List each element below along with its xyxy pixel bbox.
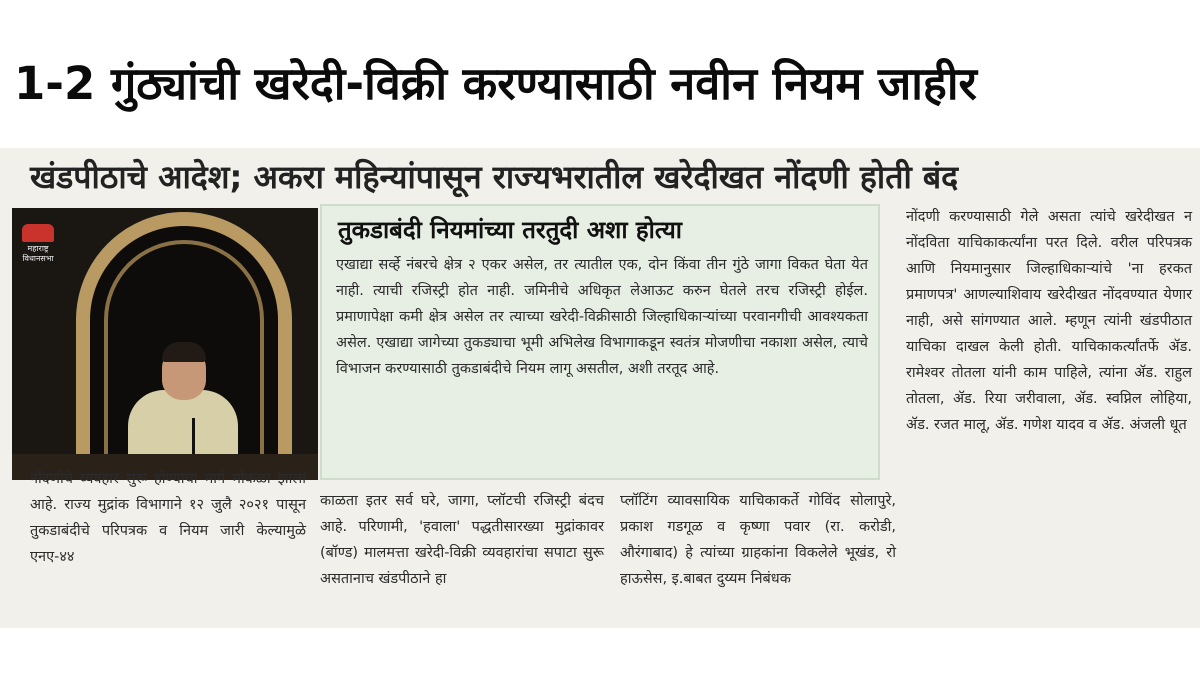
assembly-photo	[12, 208, 318, 480]
assembly-logo-icon	[22, 224, 54, 242]
column-left: नोंदणीचे व्यवहार सुरू होण्याचा मार्ग मोकळा झाला आहे. राज्य मुद्रांक विभागाने १२ जुलै २०२१ पासून तुकडाबंदीचे परिपत्रक व नियम जारी केल्यामुळे एनए-४४	[30, 471, 306, 565]
clipping-subhead: खंडपीठाचे आदेश; अकरा महिन्यांपासून राज्यभरातील खरेदीखत नोंदणी होती बंद	[30, 158, 959, 196]
assembly-logo	[16, 224, 60, 268]
speaker-hair	[162, 342, 206, 362]
column-right: नोंदणी करण्यासाठी गेले असता त्यांचे खरेदीखत न नोंदविता याचिकाकर्त्यांना परत दिले. वरील परिपत्रक आणि नियमानुसार जिल्हाधिकाऱ्यांचे 'ना हरकत प्रमाणपत्र' आणल्याशिवाय खरेदीखत नोंदवण्यात येणार नाही, असे सांगण्यात आले. म्हणून त्यांनी खंडपीठात याचिका दाखल केली होती. याचिकाकर्त्यांतर्फे ॲड. रामेश्वर तोतला यांनी काम पाहिले, त्यांना ॲड. राहुल तोतला, ॲड. रिया जरीवाला, ॲड. स्वप्निल लोहिया, ॲड. रजत मालू, ॲड. गणेश यादव व ॲड. अंजली धूत	[906, 209, 1192, 433]
info-box	[320, 204, 880, 480]
newspaper-clipping	[0, 148, 1200, 628]
info-box-title: तुकडाबंदी नियमांच्या तरतुदी अशा होत्या	[338, 216, 682, 244]
column-center-left: काळता इतर सर्व घरे, जागा, प्लॉटची रजिस्ट्री बंदच आहे. परिणामी, 'हवाला' पद्धतीसारख्या मुद्रांकावर (बॉण्ड) मालमत्ता खरेदी-विक्री व्यवहारांचा सपाटा सुरू असतानाच खंडपीठाने हा	[320, 493, 604, 587]
headline: 1-2 गुंठ्यांची खरेदी-विक्री करण्यासाठी नवीन नियम जाहीर	[14, 57, 977, 110]
info-box-text: एखाद्या सर्व्हे नंबरचे क्षेत्र २ एकर असेल, तर त्यातील एक, दोन किंवा तीन गुंठे जागा विकत घेता येत नाही. त्याची रजिस्ट्री होत नाही. जमिनीचे अधिकृत लेआऊट करुन घेतले तरच रजिस्ट्री होईल. प्रमाणापेक्षा कमी क्षेत्र असेल तर त्याच्या खरेदी-विक्रीसाठी जिल्हाधिकाऱ्यांच्या परवानगीची आवश्यकता असेल. एखाद्या जागेच्या तुकड्याचा भूमी अभिलेख विभागाकडून स्वतंत्र मोजणीचा नकाशा असेल, त्याचे विभाजन करण्यासाठी तुकडाबंदीचे नियम लागू असतील, अशी तरतूद आहे.	[336, 257, 868, 377]
assembly-logo-text: महाराष्ट्र विधानसभा	[22, 244, 54, 263]
column-center-right: प्लॉटिंग व्यावसायिक याचिकाकर्ते गोविंद सोलापुरे, प्रकाश गडगूळ व कृष्णा पवार (रा. करोडी, औरंगाबाद) हे त्यांच्या ग्राहकांना विकलेले भूखंड, रो हाऊसेस, इ.बाबत दुय्यम निबंधक	[620, 493, 896, 587]
microphone-icon	[192, 418, 195, 454]
